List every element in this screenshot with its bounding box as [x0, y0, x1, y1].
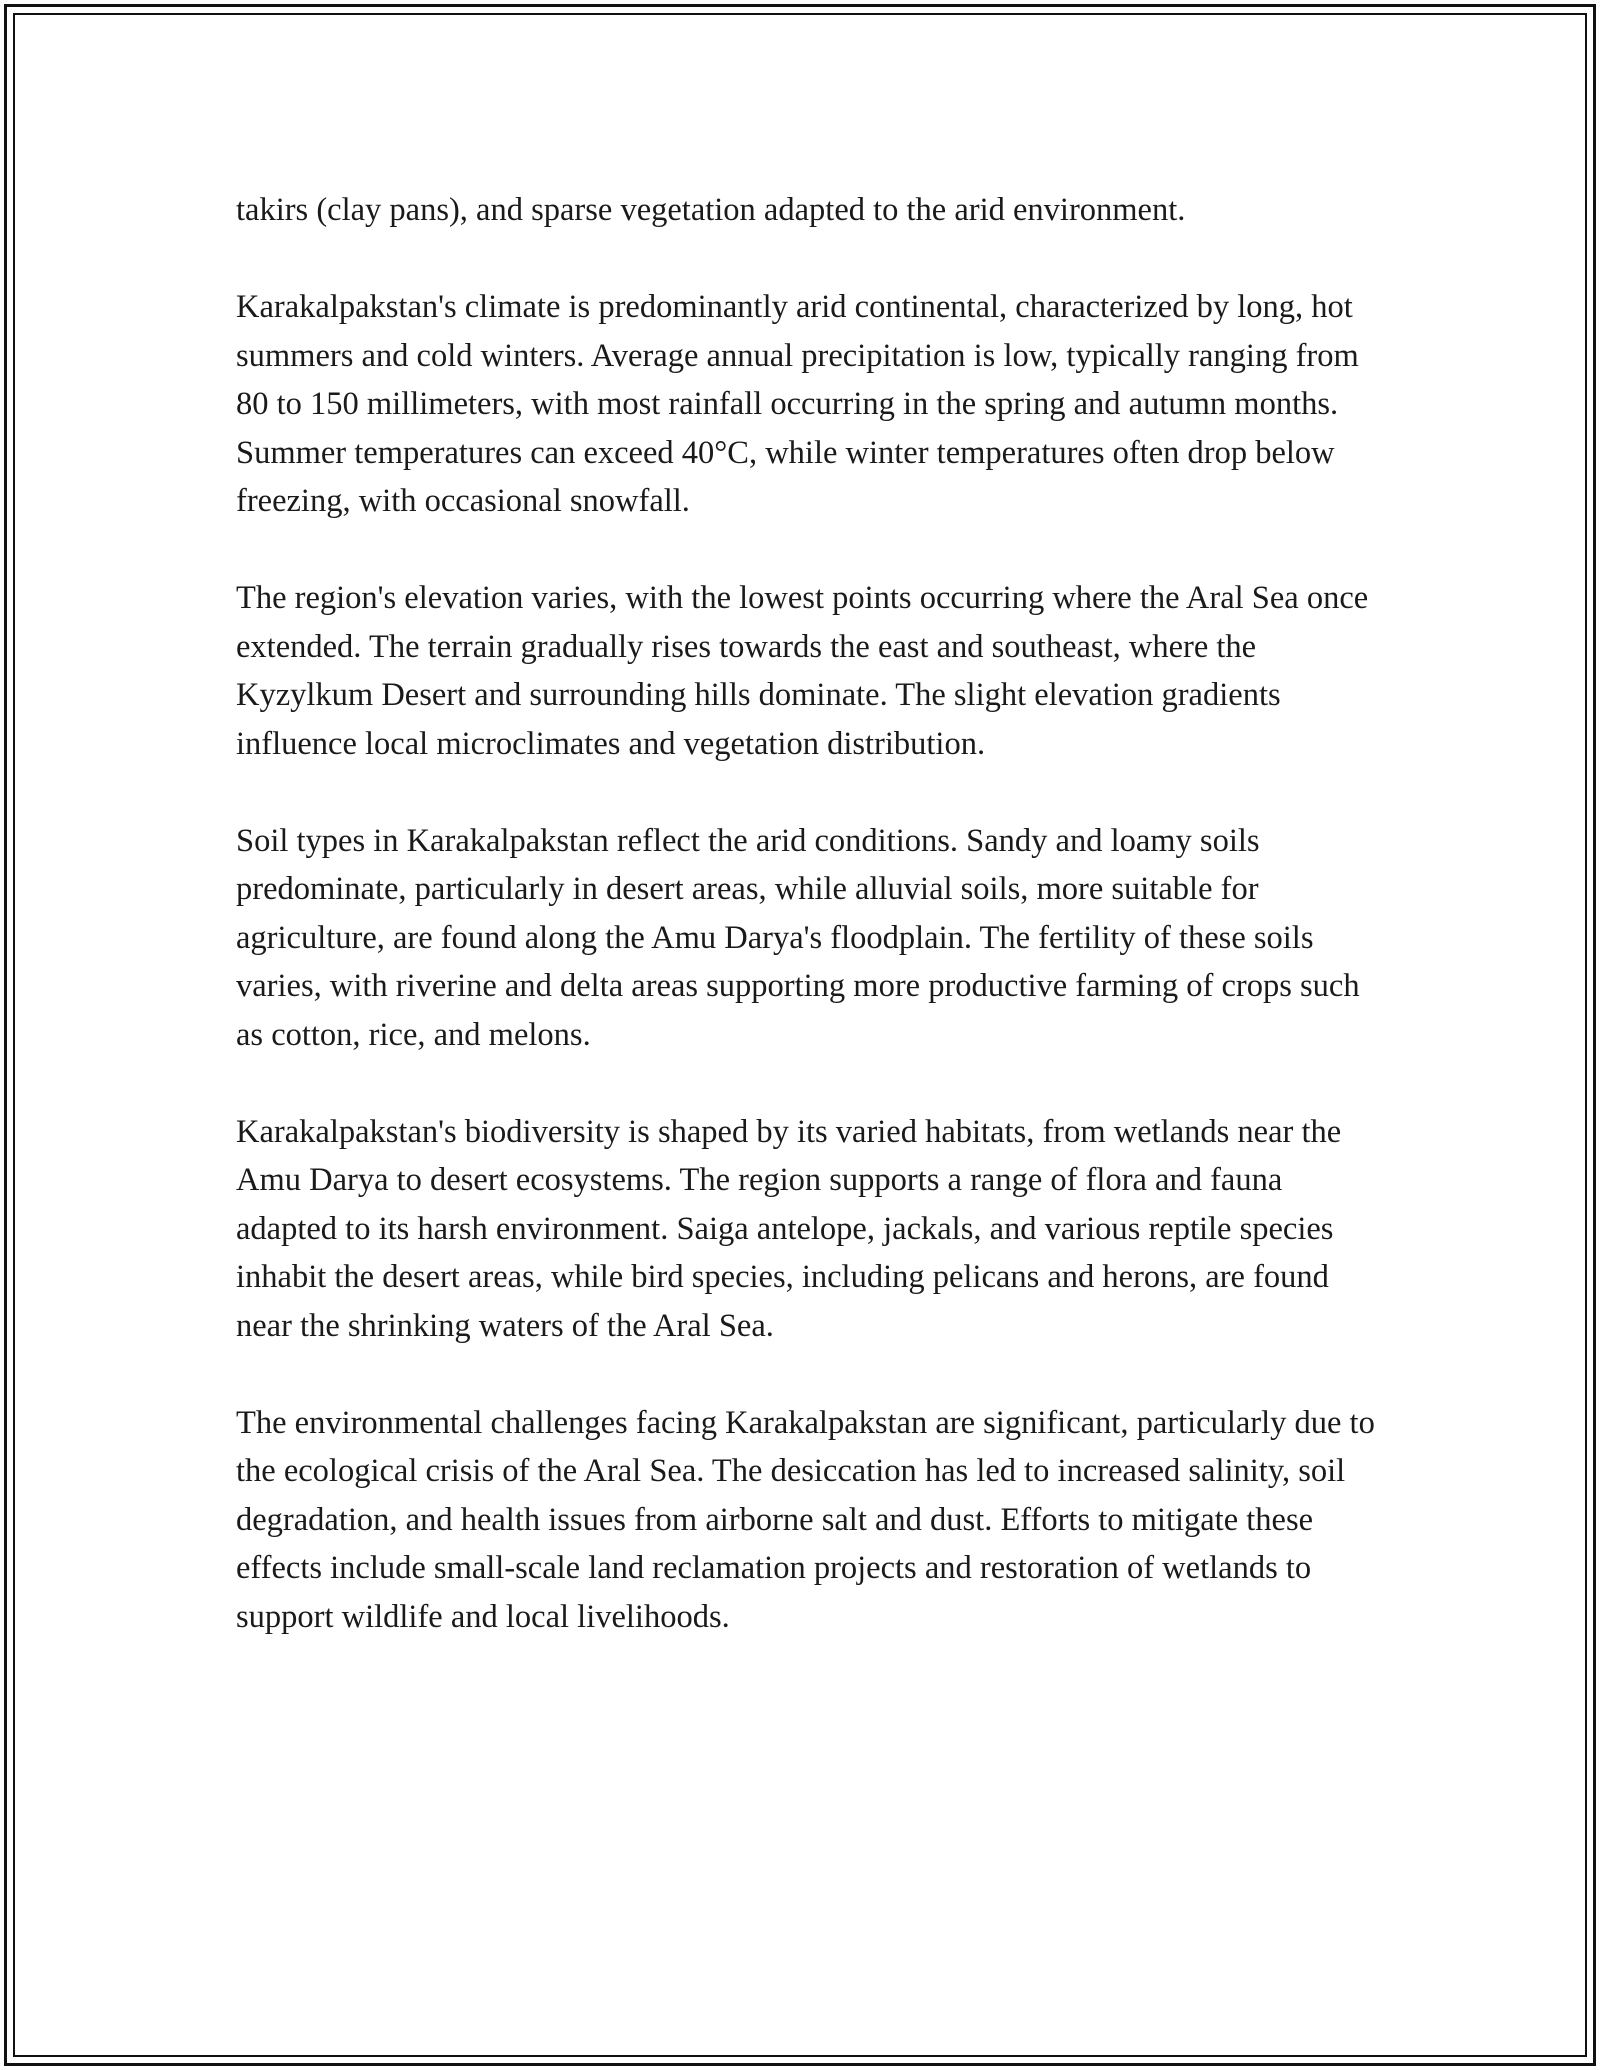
paragraph-elevation: The region's elevation varies, with the lowest points occurring where the Aral Sea once extended. The terrain gradually rises towards the east and southeast, where the Kyzylkum Desert and surrounding hills dominate. The slight elevation gradients influence local microclimates and vegetation distribution. — [236, 580, 1369, 762]
paragraph-environmental-challenges: The environmental challenges facing Karakalpakstan are significant, particularly due to the ecological crisis of the Aral Sea. The desiccation has led to increased salinity, soil degradation, and health issues from airborne salt and dust. Efforts to mitigate these effects include small-scale land reclamation projects and restoration of wetlands to support wildlife and local livelihoods. — [236, 1404, 1375, 1635]
paragraph-climate: Karakalpakstan's climate is predominantly arid continental, characterized by long, hot summers and cold winters. Average annual precipitation is low, typically ranging from 80 to 150 millimeters, with most rainfall occurring in the spring and autumn months. Summer temperatures can exceed 40°C, while winter temperatures often drop below freezing, with occasional snowfall. — [236, 289, 1359, 519]
document-body — [236, 186, 1376, 1690]
paragraph-soil: Soil types in Karakalpakstan reflect the arid conditions. Sandy and loamy soils predominate, particularly in desert areas, while alluvial soils, more suitable for agriculture, are found along the Amu Darya's floodplain. The fertility of these soils varies, with riverine and delta areas supporting more productive farming of crops such as cotton, rice, and melons. — [236, 822, 1360, 1053]
paragraph-biodiversity: Karakalpakstan's biodiversity is shaped by its varied habitats, from wetlands near the Amu Darya to desert ecosystems. The region supports a range of flora and fauna adapted to its harsh environment. Saiga antelope, jackals, and various reptile species inhabit the desert areas, while bird species, including pelicans and herons, are found near the shrinking waters of the Aral Sea. — [236, 1113, 1342, 1344]
paragraph-vegetation-continuation: takirs (clay pans), and sparse vegetation adapted to the arid environment. — [236, 192, 1186, 228]
